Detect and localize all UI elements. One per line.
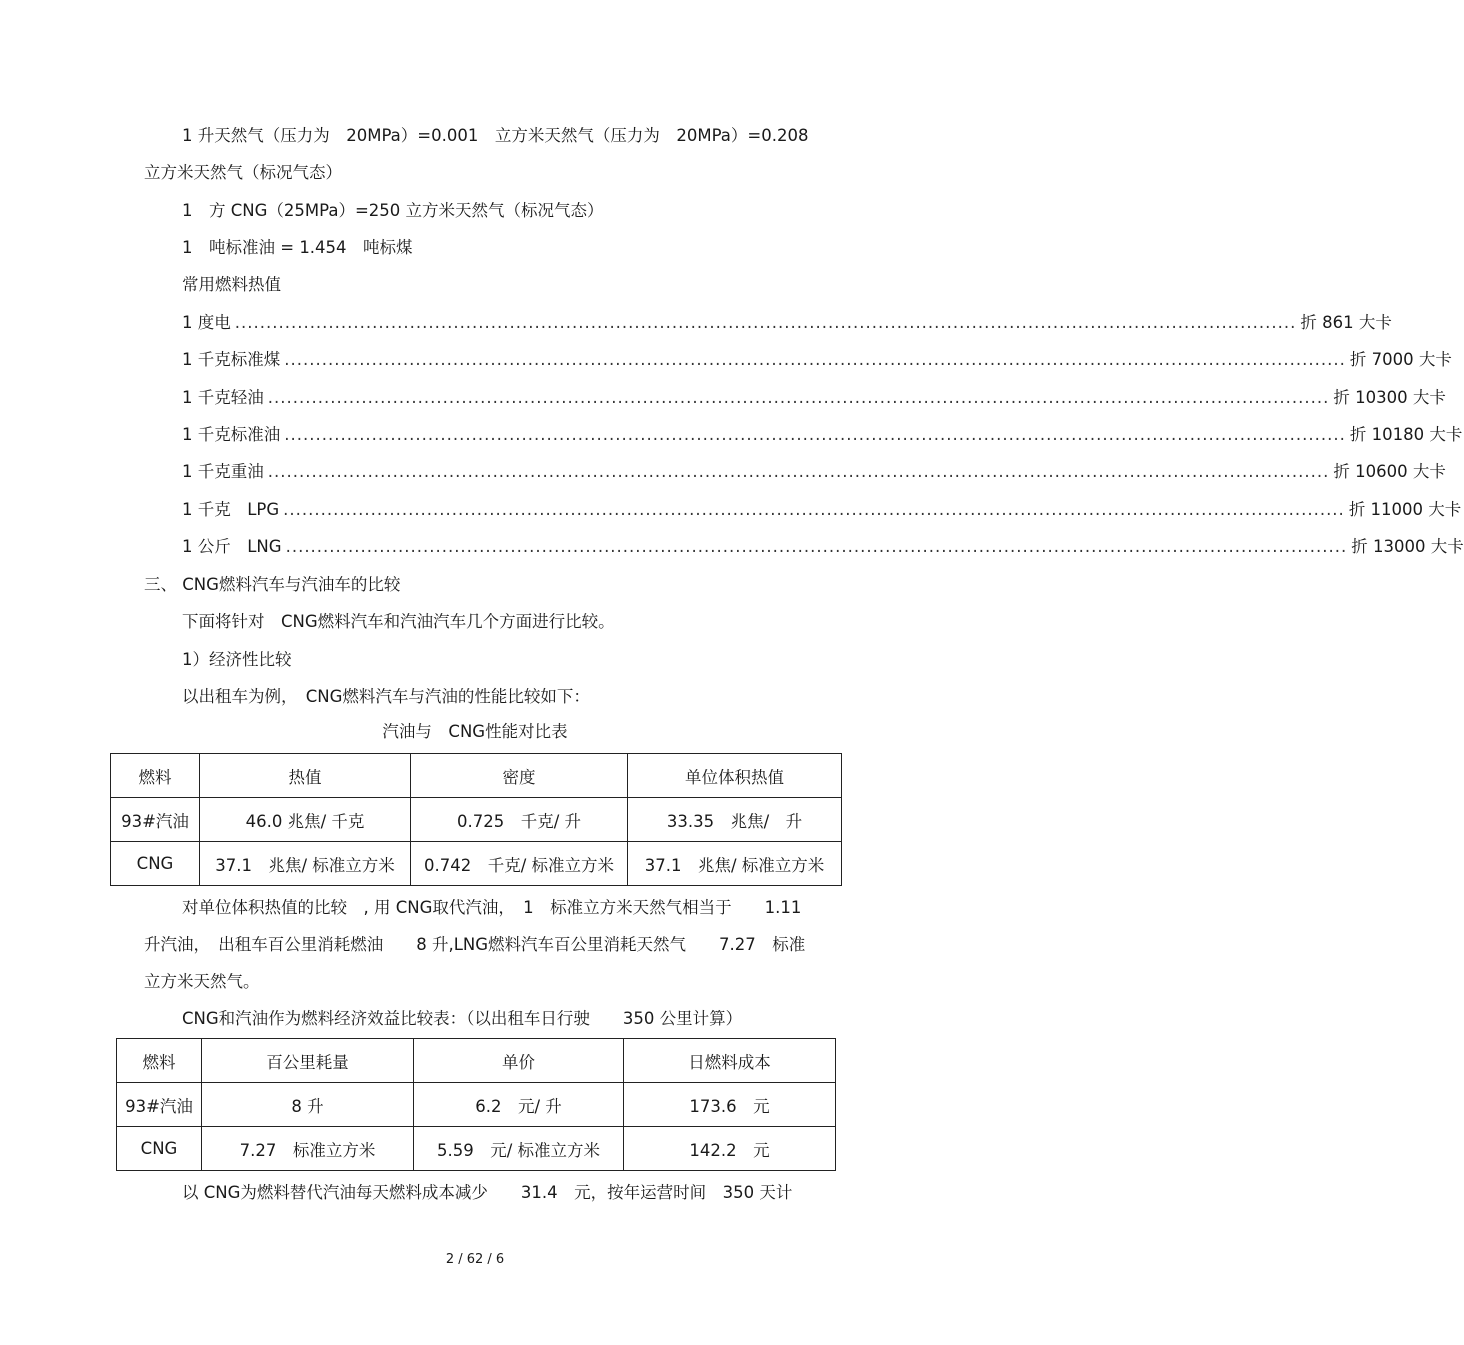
table-cell: CNG xyxy=(117,1127,202,1171)
heat-value-amount: 折 10600 大卡 xyxy=(1333,462,1446,481)
analysis-paragraph-cont: 升汽油， 出租车百公里消耗燃油 8 升,LNG燃料汽车百公里消耗天然气 7.27 标准 xyxy=(144,935,806,954)
closing-text: 以 CNG为燃料替代汽油每天燃料成本减少 31.4 元，按年运营时间 350 天计 xyxy=(182,1183,793,1202)
table-cell: 33.35 兆焦/ 升 xyxy=(628,798,842,842)
leader-dots: .......................................................................................................................................................................... xyxy=(285,537,1348,556)
table-cell: 8 升 xyxy=(202,1083,414,1127)
heat-value-row xyxy=(182,425,1463,445)
table-cell: CNG xyxy=(111,842,200,886)
heat-value-label: 1 千克标准煤 xyxy=(182,350,281,369)
table-cell: 93#汽油 xyxy=(117,1083,202,1127)
heat-value-label: 1 千克标准油 xyxy=(182,425,281,444)
table-cell: 93#汽油 xyxy=(111,798,200,842)
leader-dots: .......................................................................................................................................................................... xyxy=(284,350,1346,369)
leader-dots: .......................................................................................................................................................................... xyxy=(284,425,1346,444)
table-row xyxy=(117,1127,836,1171)
table-cell: 日燃料成本 xyxy=(624,1039,836,1083)
heat-value-row xyxy=(182,500,1462,520)
table-cell: 燃料 xyxy=(117,1039,202,1083)
paragraph-pressure-conversion: 1 升天然气（压力为 20MPa）=0.001 立方米天然气（压力为 20MPa）=0.208 xyxy=(182,126,809,145)
analysis-paragraph-end: 立方米天然气。 xyxy=(144,972,260,991)
heat-value-row xyxy=(182,313,1392,333)
heading-heat-values: 常用燃料热值 xyxy=(182,275,281,294)
table-cell: 37.1 兆焦/ 标准立方米 xyxy=(200,842,411,886)
page-number: 2 / 62 / 6 xyxy=(445,1252,505,1267)
heat-value-amount: 折 11000 大卡 xyxy=(1348,500,1462,519)
table-cell: 单价 xyxy=(414,1039,624,1083)
leader-dots: .......................................................................................................................................................................... xyxy=(267,388,1330,407)
table-cell: 46.0 兆焦/ 千克 xyxy=(200,798,411,842)
heat-value-label: 1 千克轻油 xyxy=(182,388,264,407)
paragraph-pressure-conversion-cont: 立方米天然气（标况气态） xyxy=(144,163,342,182)
table2-caption: CNG和汽油作为燃料经济效益比较表：（以出租车日行驶 350 公里计算） xyxy=(182,1009,743,1028)
economic-benefit-table xyxy=(116,1038,836,1171)
paragraph-oil-coal-conversion: 1 吨标准油 = 1.454 吨标煤 xyxy=(182,238,413,257)
table-cell: 百公里耗量 xyxy=(202,1039,414,1083)
leader-dots: .......................................................................................................................................................................... xyxy=(267,462,1330,481)
table-cell: 单位体积热值 xyxy=(628,754,842,798)
table-cell: 0.725 千克/ 升 xyxy=(411,798,628,842)
heat-value-amount: 折 13000 大卡 xyxy=(1351,537,1464,556)
heat-value-label: 1 千克重油 xyxy=(182,462,264,481)
heat-value-label: 1 度电 xyxy=(182,313,231,332)
heat-value-amount: 折 10180 大卡 xyxy=(1349,425,1463,444)
table-cell: 173.6 元 xyxy=(624,1083,836,1127)
performance-comparison-table xyxy=(110,753,842,886)
heat-value-row xyxy=(182,388,1446,408)
table-header-row xyxy=(117,1039,836,1083)
analysis-paragraph: 对单位体积热值的比较 , 用 CNG取代汽油， 1 标准立方米天然气相当于 1.11 xyxy=(182,898,802,917)
table-cell: 0.742 千克/ 标准立方米 xyxy=(411,842,628,886)
section-heading: 三、 CNG燃料汽车与汽油车的比较 xyxy=(144,575,401,594)
table1-caption: 汽油与 CNG性能对比表 xyxy=(382,722,568,741)
heat-value-amount: 折 7000 大卡 xyxy=(1349,350,1452,369)
heat-value-label: 1 公斤 LNG xyxy=(182,537,282,556)
heat-value-row xyxy=(182,350,1452,370)
table-row xyxy=(117,1083,836,1127)
subsection-heading: 1）经济性比较 xyxy=(182,650,292,669)
table-row xyxy=(111,798,842,842)
table-header-row xyxy=(111,754,842,798)
example-text: 以出租车为例， CNG燃料汽车与汽油的性能比较如下： xyxy=(182,687,590,706)
heat-value-label: 1 千克 LPG xyxy=(182,500,280,519)
paragraph-cng-conversion: 1 方 CNG（25MPa）=250 立方米天然气（标况气态） xyxy=(182,201,604,220)
table-cell: 37.1 兆焦/ 标准立方米 xyxy=(628,842,842,886)
heat-value-row xyxy=(182,537,1464,557)
table-cell: 142.2 元 xyxy=(624,1127,836,1171)
leader-dots: .......................................................................................................................................................................... xyxy=(283,500,1345,519)
table-cell: 6.2 元/ 升 xyxy=(414,1083,624,1127)
table-cell: 5.59 元/ 标准立方米 xyxy=(414,1127,624,1171)
heat-value-row xyxy=(182,462,1446,482)
table-cell: 7.27 标准立方米 xyxy=(202,1127,414,1171)
heat-value-amount: 折 861 大卡 xyxy=(1300,313,1392,332)
table-cell: 热值 xyxy=(200,754,411,798)
table-row xyxy=(111,842,842,886)
table-cell: 密度 xyxy=(411,754,628,798)
leader-dots: .......................................................................................................................................................................... xyxy=(234,313,1297,332)
heat-value-amount: 折 10300 大卡 xyxy=(1333,388,1446,407)
table-cell: 燃料 xyxy=(111,754,200,798)
section-intro: 下面将针对 CNG燃料汽车和汽油汽车几个方面进行比较。 xyxy=(182,612,615,631)
